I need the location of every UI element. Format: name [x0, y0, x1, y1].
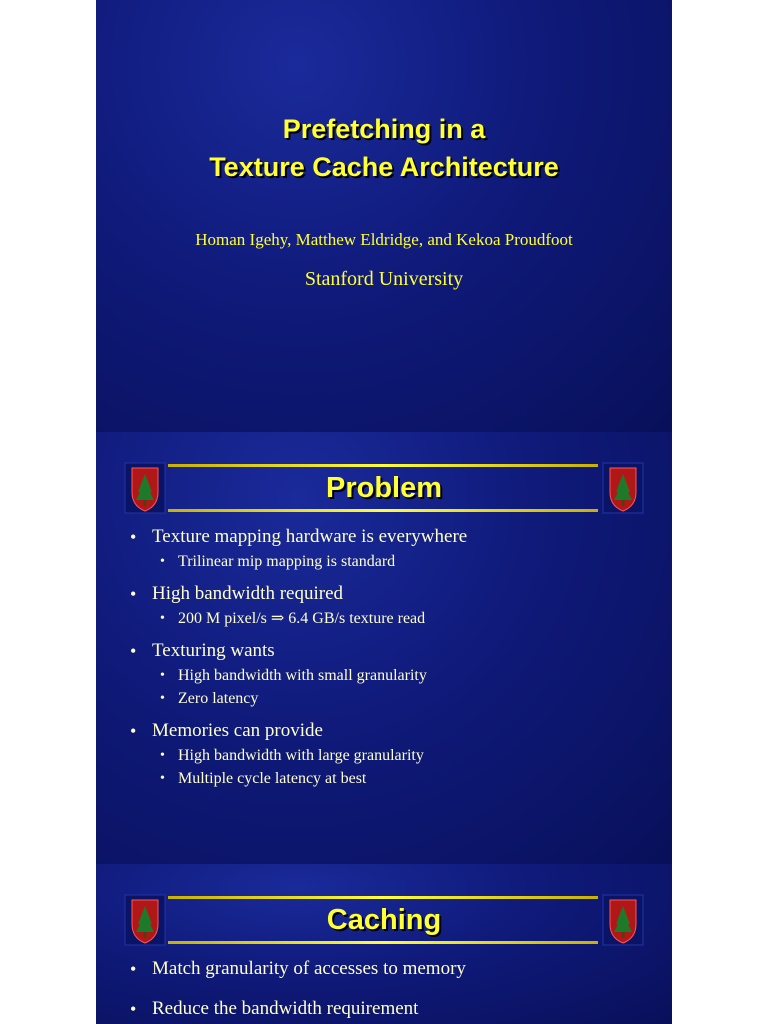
title-bar-bottom-line [168, 509, 598, 512]
problem-slide [96, 432, 672, 864]
bullet-group [126, 638, 652, 710]
slide-title: Caching [326, 904, 442, 936]
title-line-1: Prefetching in a [282, 114, 486, 144]
sub-bullet: • Trilinear mip mapping is standard [126, 550, 652, 573]
affiliation: Stanford University [304, 268, 464, 290]
title-bar-top-line [168, 896, 598, 899]
bullet-group [126, 581, 652, 630]
sub-bullet: • 200 M pixel/s ⇒ 6.4 GB/s texture read [126, 607, 652, 630]
stanford-seal-icon [602, 462, 644, 514]
title-bar-top-line [168, 464, 598, 467]
sub-bullet-list [126, 744, 652, 790]
bullet-group [126, 718, 652, 790]
bullet: • Memories can provide [126, 718, 652, 744]
bullet-list [126, 524, 652, 798]
bullet: • High bandwidth required [126, 581, 652, 607]
sub-bullet-list [126, 664, 652, 710]
bullet: • Reduce the bandwidth requirement [126, 996, 652, 1022]
caching-slide [96, 864, 672, 1024]
title-slide [96, 0, 672, 432]
sub-bullet-list [126, 550, 652, 573]
bullet-group [126, 956, 652, 982]
sub-bullet: • High bandwidth with small granularity [126, 664, 652, 687]
slide-title: Problem [325, 472, 443, 504]
stanford-seal-icon [602, 894, 644, 946]
bullet: • Match granularity of accesses to memory [126, 956, 652, 982]
sub-bullet-list [126, 607, 652, 630]
bullet-group [126, 996, 652, 1022]
sub-bullet: • Multiple cycle latency at best [126, 767, 652, 790]
bullet-list [126, 956, 652, 1024]
title-bar-bottom-line [168, 941, 598, 944]
authors: Homan Igehy, Matthew Eldridge, and Kekoa Proudfoot [195, 230, 573, 249]
sub-bullet: • Zero latency [126, 687, 652, 710]
title-line-2: Texture Cache Architecture [209, 152, 559, 182]
sub-bullet: • High bandwidth with large granularity [126, 744, 652, 767]
presentation-title [96, 110, 672, 186]
bullet-group [126, 524, 652, 573]
bullet: • Texturing wants [126, 638, 652, 664]
bullet: • Texture mapping hardware is everywhere [126, 524, 652, 550]
